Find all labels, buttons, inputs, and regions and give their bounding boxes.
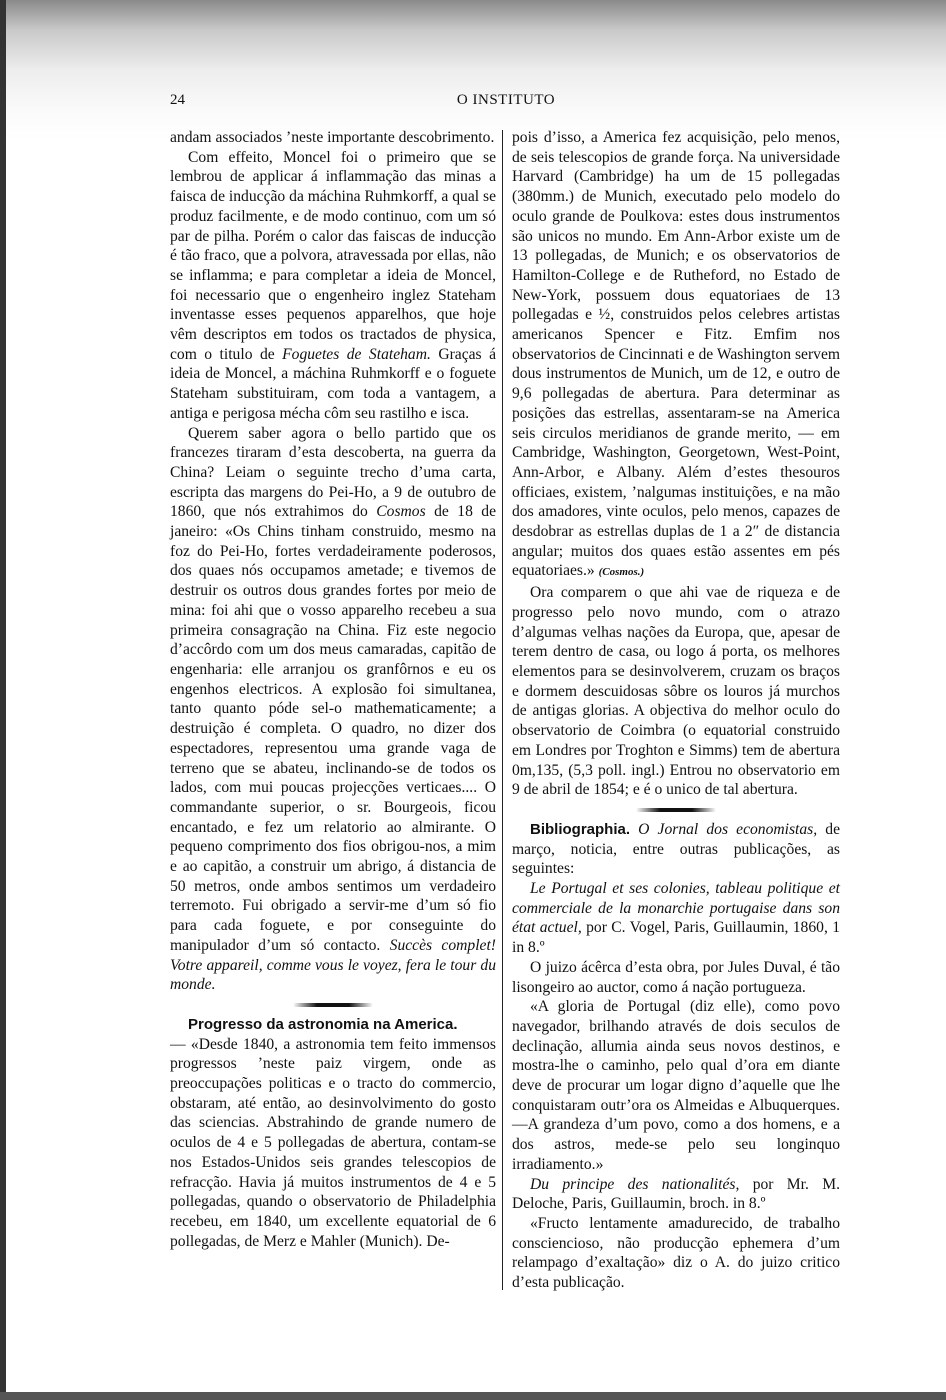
journal-title: O INSTITUTO [456, 92, 556, 108]
paragraph: — «Desde 1840, a astronomia tem feito immensos progressos ’neste paiz virgem, onde as preoccupações politicas e o tracto do commercio, obstaram, até então, ao desinvolvimento do gosto das sciencias. Abstrahindo de grande numero de oculos de 4 e 5 pollegadas de abertura, contam-se nos Estados-Unidos seis grandes telescopios de refracção. Havia já muitos instrumentos de 4 e 5 pollegadas, quando o observatorio de Philadelphia recebeu, em 1840, um excellente equatorial de 6 pollegadas, de Merz e Mahler (Munich). De- [170, 1035, 496, 1250]
paragraph: Du principe des nationalités, por Mr. M. Deloche, Paris, Guillaumin, broch. in 8.º [512, 1175, 840, 1213]
section-rule [636, 808, 716, 812]
paragraph: andam associados ’neste importante descobrimento. [170, 129, 495, 146]
page-bottom-edge [0, 1392, 946, 1400]
page-edge-shadow [0, 0, 6, 1400]
column-divider [502, 130, 503, 1290]
paragraph: «A gloria de Portugal (diz elle), como povo navegador, brilhando através de dois seculos de declinação, allumia ainda seus novos destinos, e mostra-lhe o caminho, pelo qual d’ora em diante deve de procurar um logar digno d’aquelle que lhe conquistaram outr’ora os Almeidas e Albuquerques.—A grandeza d’um povo, como a dos homens, e a dos astros, mede-se pelo seu longinquo irradiamento.» [512, 998, 840, 1173]
running-header [170, 92, 842, 114]
paragraph: pois d’isso, a America fez acquisição, pelo menos, de seis telescopios de grande força. Na universidade Harvard (Cambridge) ha um de 15 pollegadas (380mm.) de Munich, executado pelo modelo do oculo grande de Poulkova: estes dous instrumentos são unicos no mundo. Em Ann-Arbor existe um de 13 pollegadas, de Munich; e os observatorios de Hamilton-College e de Rutheford, no Estado de New-York, possuem dous equatoriaes de 13 pollegadas e ½, construidos pelos celebres artistas americanos Spencer e Fitz. Emfim nos observatorios de Cincinnati e de Washington servem dous instrumentos de Munich, um de 12, e outro de 9,6 pollegadas de abertura. Para determinar as posições das estrellas, assentaram-se na America seis circulos meridianos de grande merito, — em Cambridge, Washington, Georgetown, West-Point, Ann-Arbor, e Albany. Além d’estes thesouros officiaes, existem, ’nalgumas instituições, e na mão dos amadores, vinte oculos, pelo menos, capazes de desdobrar as estrellas duplas de 1 a 2″ de distancia angular; muitos dos quaes estão assentes em pés equatoriaes.» (Cosmos.) [512, 129, 840, 580]
paragraph: Bibliographia. O Jornal dos economistas, de março, noticia, entre outras publicações, as seguintes: [512, 820, 840, 878]
paragraph: Ora comparem o que ahi vae de riqueza e de progresso pelo novo mundo, com o atrazo d’algumas velhas nações da Europa, que, apesar de terem dentro de casa, ou logo á porta, os melhores elementos para se desinvolverem, cruzam os braços e dormem descuidosas sôbre os louros já murchos de antigas glorias. A objectiva do melhor oculo do observatorio de Coimbra (o equatorial construido em Londres por Troghton e Simms) tem de abertura 0m,135, (5,3 poll. ingl.) Entrou no observatorio em 9 de abril de 1854; e é o unico de tal abertura. [512, 584, 840, 799]
page-number: 24 [170, 92, 185, 108]
paragraph: Com effeito, Moncel foi o primeiro que se lembrou de applicar á inflammação das minas a faisca de inducção da máchina Ruhmkorff, a qual se produz facilmente, e de modo continuo, com um só par de pilha. Porém o calor das faiscas de inducção é tão fraco, que a polvora, atravessada por ellas, não se inflamma; e para completar a ideia de Moncel, foi necessario que o engenheiro inglez Stateham inventasse esses pequenos apparelhos, que hoje vêm descriptos em todos os tractados de physica, com o titulo de Foguetes de Stateham. Graças á ideia de Moncel, a máchina Ruhmkorff e o foguete Stateham substituiram, com toda a vantagem, a antiga e perigosa mécha côm seu rastilho e isca. [170, 148, 497, 422]
paragraph: Le Portugal et ses colonies, tableau politique et commerciale de la monarchie portugaise dans son état actuel, por C. Vogel, Paris, Guillaumin, 1860, 1 in 8.º [512, 880, 841, 957]
section-rule [293, 1003, 373, 1007]
paragraph: Querem saber agora o bello partido que os francezes tiraram d’esta descoberta, na guerra da China? Leiam o seguinte trecho d’uma carta, escripta das margens do Pei-Ho, a 9 de outubro de 1860, que nós extrahimos do Cosmos de 18 de janeiro: «Os Chins tinham construido, mesmo na foz do Pei-Ho, fortes verdadeiramente poderosos, dos quaes nós occupamos ametade; e tivemos de destruir os outros dous grandes fortes por meio de mina: foi ahi que o vosso apparelho recebeu a sua primeira consagração na China. Fiz este negocio d’accôrdo com um dos meus camaradas, capitão de engenharia: elle arranjou os granfôrnos e eu os engenhos electricos. A explosão foi simultanea, tanto quanto póde sel-o mathematicamente; a destruição é completa. O quadro, no dizer dos espectadores, representou uma grande vaga de terreno que se abateu, inclinando-se de todos os lados, com mui poucas projecções verticaes.... O commandante superior, o sr. Bourgeois, ficou encantado, e fez um relatorio ao almirante. O pequeno comprimento dos fios obrigou-nos, a mim e ao capitão, a construir um abrigo, á distancia de 50 metros, onde ambos sentimos um verdadeiro terremoto. Fui obrigado a servir-me d’um só fio para cada foguete, e por conseguinte do manipulador d’um só contacto. Succès complet! Votre appareil, comme vous le voyez, fera le tour du monde. [170, 424, 497, 994]
section-title: Progresso da astronomia na America. [188, 1015, 458, 1033]
left-column [170, 128, 496, 1251]
source-citation: (Cosmos.) [598, 566, 645, 579]
right-column [512, 128, 840, 1293]
paragraph: O juizo ácêrca d’esta obra, por Jules Duval, é tão lisongeiro ao auctor, como á nação portugueza. [512, 958, 840, 996]
section-paragraph [170, 1015, 496, 1035]
paragraph: «Fructo lentamente amadurecido, de trabalho consciencioso, não producção ephemera d’um relampago d’exaltação» diz o A. do juizo critico d’esta publicação. [512, 1214, 840, 1292]
bibliography-title: Bibliographia. [530, 820, 631, 838]
